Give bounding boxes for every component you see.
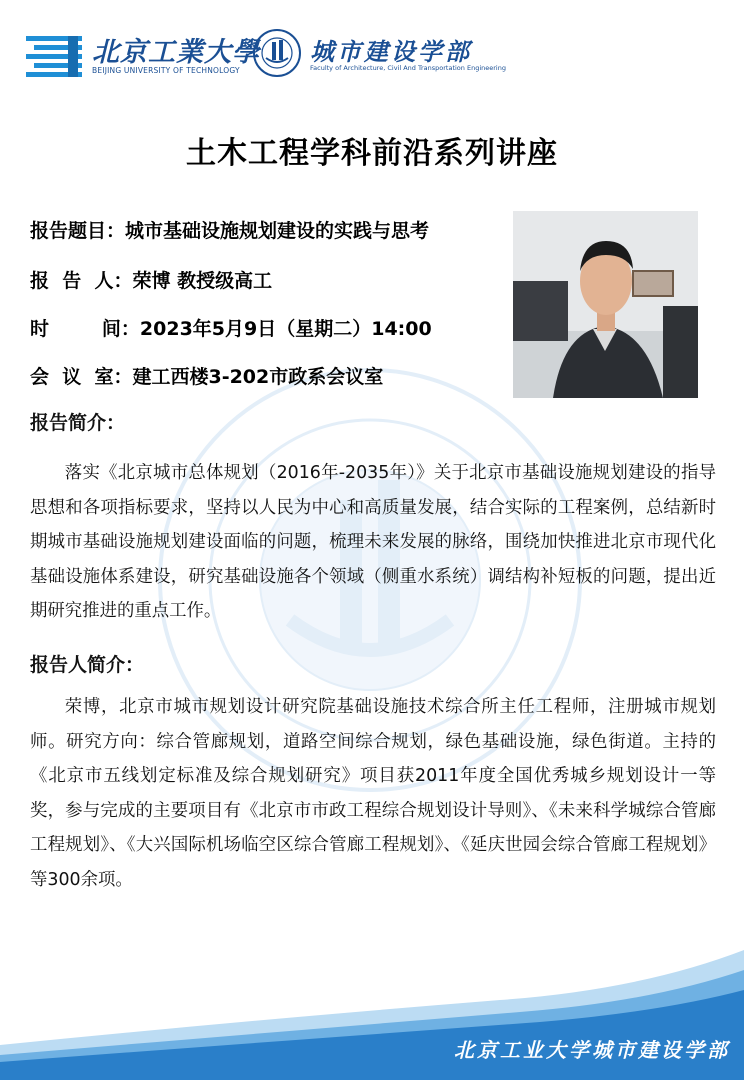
- time-label: 时 间：: [30, 318, 140, 340]
- speaker-intro-paragraph: 荣博，北京市城市规划设计研究院基础设施技术综合所主任工程师，注册城市规划师。研究方向：综合管廊规划，道路空间综合规划，绿色基础设施，绿色街道。主持的《北京市五线划定标准及综合规划研究》项目获2011年度全国优秀城乡规划设计一等奖，参与完成的主要项目有《北京市市政工程综合规划设计导则》、《未来科学城综合管廊工程规划》、《大兴国际机场临空区综合管廊工程规划》、《延庆世园会综合管廊工程规划》等300余项。: [30, 697, 716, 890]
- time-value: 2023年5月9日（星期二）14:00: [139, 318, 432, 340]
- topic-value: 城市基础设施规划建设的实践与思考: [125, 220, 430, 242]
- speaker-intro-text: [30, 690, 716, 897]
- topic-label: 报告题目：: [30, 220, 126, 242]
- room-label: 会 议 室：: [30, 366, 133, 388]
- university-name-cn: 北京工業大學: [92, 37, 260, 68]
- speaker-row: [30, 266, 272, 293]
- room-value: 建工西楼3-202市政系会议室: [132, 366, 384, 388]
- speaker-intro-heading: 报告人简介：: [30, 654, 145, 676]
- speaker-photo: [513, 211, 698, 398]
- faculty-name-en: Faculty of Architecture, Civil And Transportation Engineering: [310, 64, 506, 72]
- intro-paragraph: 落实《北京城市总体规划（2016年-2035年）》关于北京市基础设施规划建设的指导思想和各项指标要求，坚持以人民为中心和高质量发展，结合实际的工程案例，总结新时期城市基础设施规划建设面临的问题，梳理未来发展的脉络，围绕加快推进北京市现代化基础设施体系建设，研究基础设施各个领域（侧重水系统）调结构补短板的问题，提出近期研究推进的重点工作。: [30, 463, 716, 621]
- page-title: 土木工程学科前沿系列讲座: [186, 136, 558, 171]
- university-name-en: BEIJING UNIVERSITY OF TECHNOLOGY: [92, 66, 240, 75]
- footer-organization: 北京工业大学城市建设学部: [454, 1038, 730, 1062]
- speaker-value: 荣博 教授级高工: [132, 270, 273, 292]
- faculty-name-cn: 城市建设学部: [310, 37, 472, 66]
- intro-text: [30, 456, 716, 629]
- room-row: [30, 362, 383, 389]
- time-row: [30, 314, 432, 341]
- intro-heading: 报告简介：: [30, 412, 126, 434]
- topic-row: [30, 216, 429, 243]
- speaker-label: 报 告 人：: [30, 270, 133, 292]
